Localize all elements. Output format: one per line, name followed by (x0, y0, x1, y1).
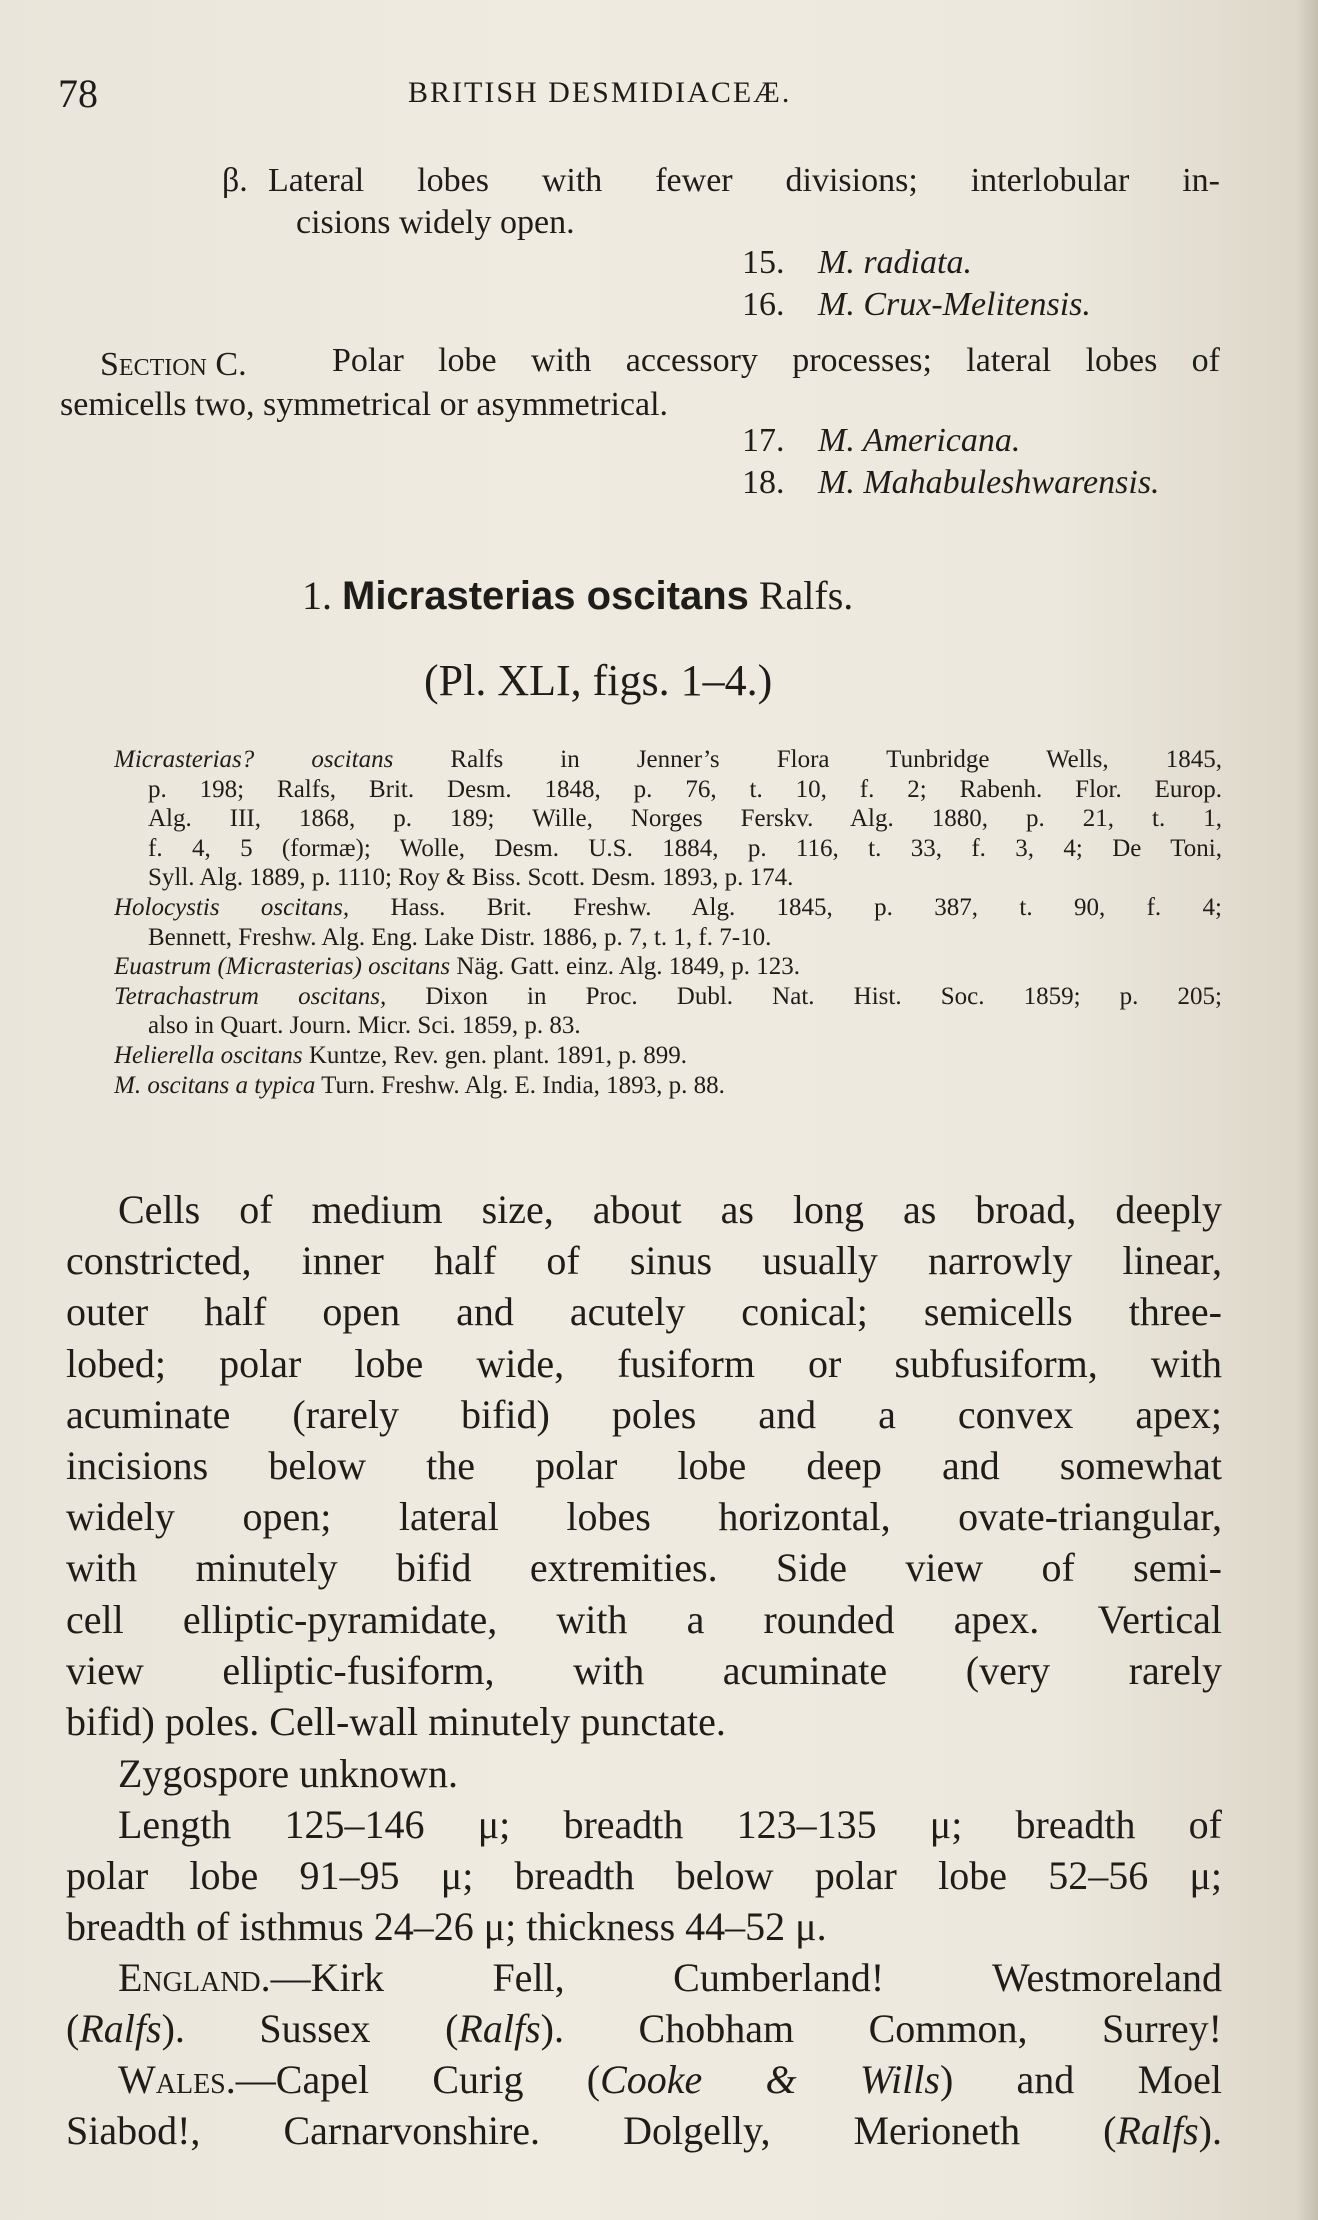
key-sp18-name: M. Mahabuleshwarensis. (818, 464, 1160, 501)
species-heading (302, 572, 853, 619)
synonymy-text: Dixon in Proc. Dubl. Nat. Hist. Soc. 1859; p. 205; (386, 982, 1222, 1010)
wales-line-2-a: Siabod!, Carnarvonshire. Dolgelly, Merioneth ( (66, 2108, 1117, 2153)
distribution-wales-line-2 (66, 2107, 1222, 2154)
synonymy-line (148, 864, 1222, 892)
synonymy-line (114, 1042, 1222, 1070)
species-author: Ralfs. (758, 573, 854, 618)
key-section-line-2: semicells two, symmetrical or asymmetrical. (60, 386, 669, 423)
description-line: lobed; polar lobe wide, fusiform or subfusiform, with (66, 1340, 1222, 1386)
page-edge-shadow (1296, 0, 1318, 2220)
cooke-wills-citation: Cooke & Wills (600, 2057, 940, 2102)
wales-line-2-b: ). (1198, 2108, 1222, 2153)
wales-line-1-a: —Capel Curig ( (235, 2057, 601, 2102)
key-beta-line-1: Lateral lobes with fewer divisions; interlobular in- (268, 162, 1220, 199)
description-line: acuminate (rarely bifid) poles and a convex apex; (66, 1391, 1222, 1437)
key-sp16-number: 16. (742, 286, 785, 323)
distribution-england-line-2 (66, 2005, 1222, 2052)
wales-line-1-b: ) and Moel (939, 2057, 1222, 2102)
synonymy-text: Turn. Freshw. Alg. E. India, 1893, p. 88. (315, 1071, 725, 1099)
key-sp18-number: 18. (742, 464, 785, 501)
synonymy-text: Bennett, Freshw. Alg. Eng. Lake Distr. 1886, p. 7, t. 1, f. 7-10. (148, 923, 772, 951)
synonym-name: Holocystis oscitans, (114, 894, 350, 921)
key-section-line-1: Polar lobe with accessory processes; lateral lobes of (332, 342, 1220, 379)
synonymy-text: Ralfs in Jenner’s Flora Tunbridge Wells, 1845, (393, 746, 1222, 773)
england-label: England. (118, 1955, 271, 2000)
key-beta-line-2: cisions widely open. (296, 204, 575, 241)
synonymy-line (148, 1012, 1222, 1040)
synonymy-line (148, 776, 1222, 804)
england-line-1-text: —Kirk Fell, Cumberland! Westmoreland (270, 1955, 1222, 2000)
measurement-line: Length 125–146 μ; breadth 123–135 μ; breadth of (118, 1802, 1222, 1847)
england-line-2-b: ). Sussex ( (161, 2006, 459, 2051)
description-line: incisions below the polar lobe deep and somewhat (66, 1443, 1222, 1488)
key-sp15-name: M. radiata. (818, 244, 972, 281)
synonym-name: M. oscitans a typica (114, 1071, 316, 1099)
synonymy-text: Alg. III, 1868, p. 189; Wille, Norges Ferskv. Alg. 1880, p. 21, t. 1, (148, 805, 1222, 833)
synonym-name: Euastrum (Micrasterias) oscitans (114, 953, 451, 981)
key-sp17-name: M. Americana. (818, 422, 1021, 459)
key-section-label: Section C. (100, 346, 247, 383)
synonymy-text: Näg. Gatt. einz. Alg. 1849, p. 123. (450, 953, 801, 981)
synonym-name: Tetrachastrum oscitans, (114, 982, 387, 1010)
synonymy-line (148, 924, 1222, 952)
synonymy-text: also in Quart. Journ. Micr. Sci. 1859, p. 83. (148, 1012, 581, 1040)
wales-label: Wales. (118, 2057, 236, 2102)
synonym-name: Helierella oscitans (114, 1042, 303, 1069)
synonymy-text: f. 4, 5 (formæ); Wolle, Desm. U.S. 1884, p. 116, t. 33, f. 3, 4; De Toni, (148, 834, 1222, 862)
synonymy-text: Hass. Brit. Freshw. Alg. 1845, p. 387, t. 90, f. 4; (349, 894, 1222, 921)
ralfs-citation-1: Ralfs (79, 2006, 162, 2051)
description-line: cell elliptic-pyramidate, with a rounded apex. Vertical (66, 1596, 1222, 1642)
synonymy-text: Kuntze, Rev. gen. plant. 1891, p. 899. (302, 1042, 688, 1069)
zygospore-note: Zygospore unknown. (118, 1751, 458, 1796)
synonymy-line (114, 983, 1222, 1011)
synonymy-text: p. 198; Ralfs, Brit. Desm. 1848, p. 76, t. 10, f. 2; Rabenh. Flor. Europ. (148, 775, 1222, 803)
key-sp16-name: M. Crux-Melitensis. (818, 286, 1091, 323)
england-line-2-c: ). Chobham Common, Surrey! (540, 2006, 1222, 2051)
synonymy-line (114, 894, 1222, 922)
synonymy-text: Syll. Alg. 1889, p. 1110; Roy & Biss. Scott. Desm. 1893, p. 174. (148, 864, 794, 892)
distribution-wales-line-1 (118, 2056, 1222, 2103)
distribution-england-line-1 (118, 1954, 1222, 2001)
key-beta-marker: β. (222, 162, 248, 199)
description-line: constricted, inner half of sinus usually narrowly linear, (66, 1238, 1222, 1284)
page-number: 78 (58, 71, 98, 116)
species-number: 1. (302, 573, 332, 618)
description-line: Cells of medium size, about as long as broad, deeply (118, 1187, 1222, 1232)
synonymy-line (148, 805, 1222, 833)
description-line: bifid) poles. Cell-wall minutely punctate. (66, 1699, 726, 1744)
species-name: Micrasterias oscitans (342, 574, 749, 618)
description-line: outer half open and acutely conical; semicells three- (66, 1289, 1222, 1335)
synonymy-line (114, 953, 1222, 981)
running-title: BRITISH DESMIDIACEÆ. (408, 76, 792, 109)
ralfs-citation-2: Ralfs (458, 2006, 541, 2051)
synonym-name: Micrasterias? oscitans (114, 746, 394, 773)
synonymy-line (114, 746, 1222, 774)
synonymy-line (148, 835, 1222, 863)
measurement-line: breadth of isthmus 24–26 μ; thickness 44–52 μ. (66, 1904, 827, 1949)
key-sp15-number: 15. (742, 244, 785, 281)
description-line: view elliptic-fusiform, with acuminate (very rarely (66, 1647, 1222, 1693)
england-line-2-a: ( (66, 2006, 80, 2051)
synonymy-line (114, 1072, 1222, 1100)
measurement-line: polar lobe 91–95 μ; breadth below polar lobe 52–56 μ; (66, 1853, 1222, 1898)
description-line: with minutely bifid extremities. Side view of semi- (66, 1545, 1222, 1591)
ralfs-citation-3: Ralfs (1116, 2108, 1199, 2153)
plate-reference: (Pl. XLI, figs. 1–4.) (424, 656, 773, 705)
description-line: widely open; lateral lobes horizontal, ovate-triangular, (66, 1494, 1222, 1540)
key-sp17-number: 17. (742, 422, 785, 459)
